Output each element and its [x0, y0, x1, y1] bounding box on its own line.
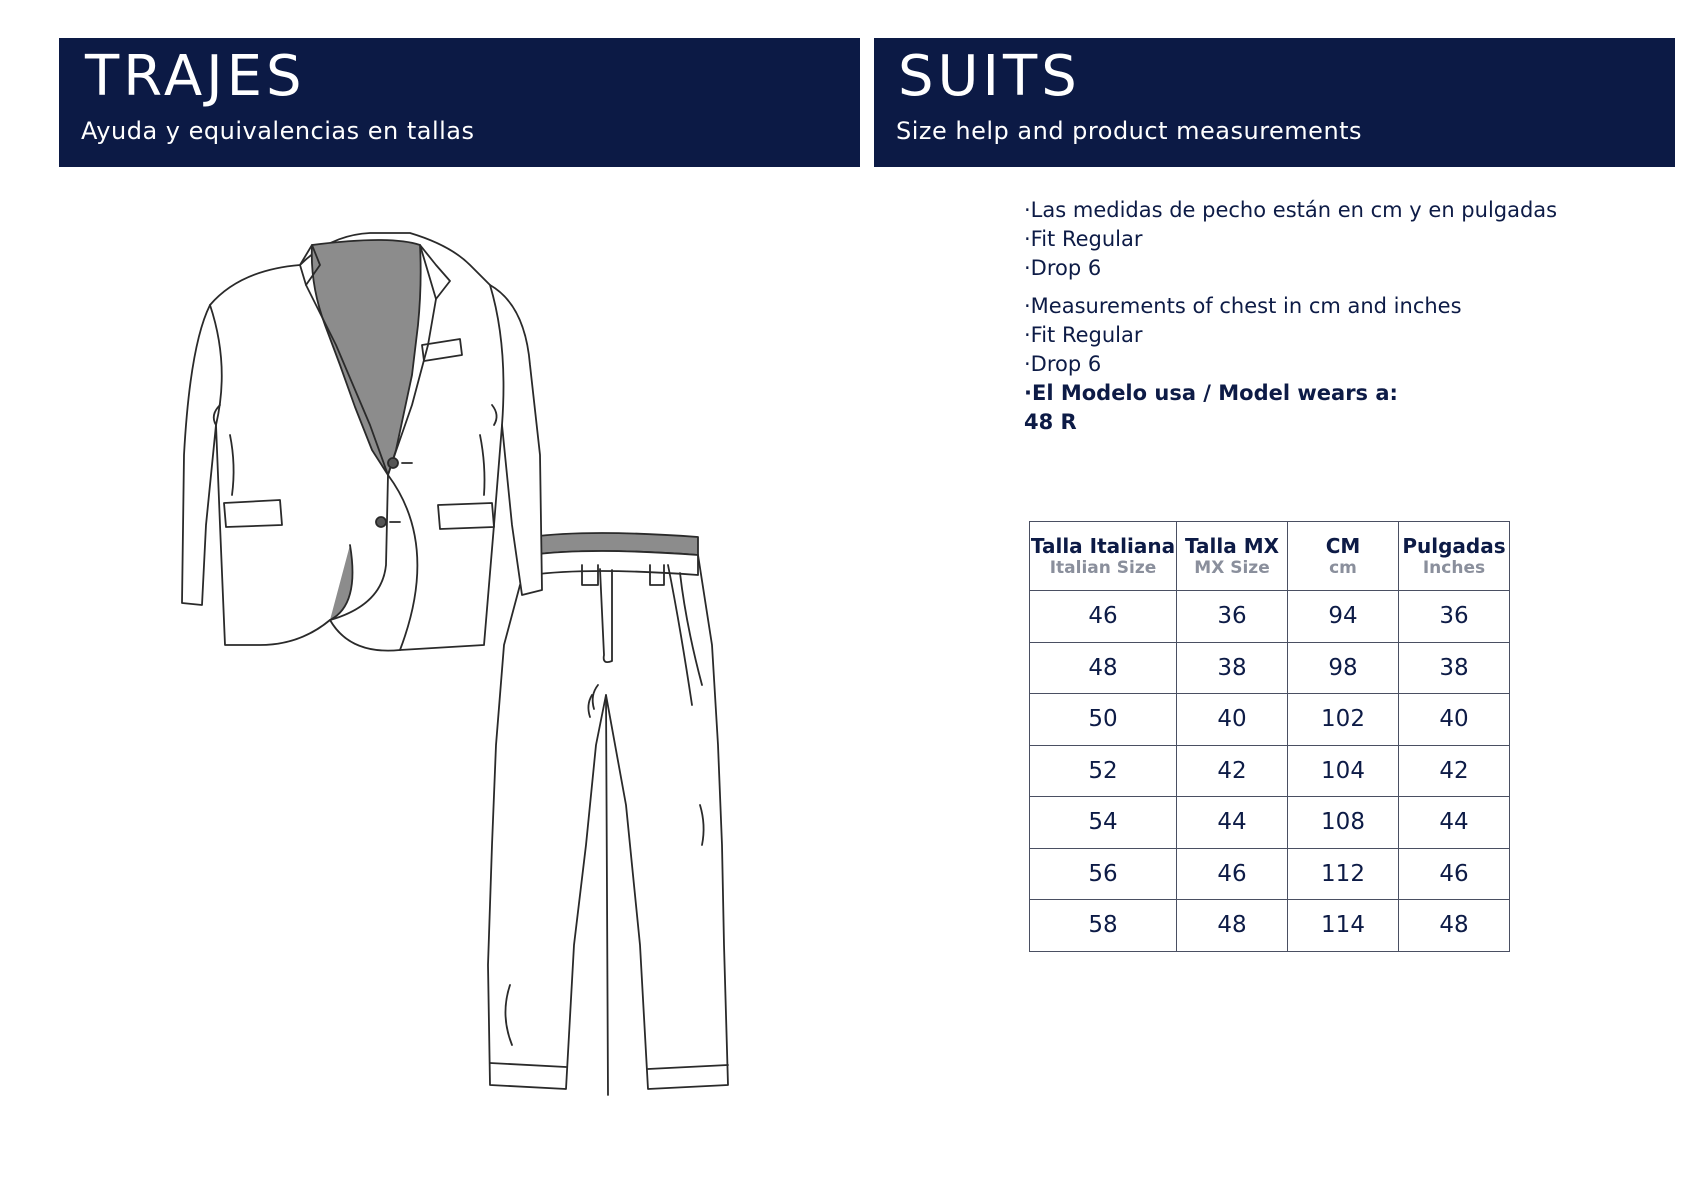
jacket-drawing: [182, 233, 542, 651]
table-cell: 42: [1399, 745, 1510, 797]
header-sublabel: cm: [1329, 558, 1357, 578]
table-row: [1030, 900, 1510, 952]
page-title-english: SUITS: [898, 44, 1081, 109]
suit-illustration: [150, 225, 750, 1105]
header-banner-english: [874, 38, 1675, 167]
table-cell: 46: [1177, 848, 1288, 900]
note-model-label: ·El Modelo usa / Model wears a:: [1024, 381, 1398, 405]
table-cell: 42: [1177, 745, 1288, 797]
table-cell: 114: [1288, 900, 1399, 952]
table-cell: 98: [1288, 642, 1399, 694]
page-title-spanish: TRAJES: [85, 44, 306, 109]
page-subtitle-spanish: Ayuda y equivalencias en tallas: [81, 117, 475, 145]
table-header-row: [1030, 522, 1510, 591]
header-sublabel: Inches: [1422, 558, 1486, 578]
header-sublabel: MX Size: [1194, 558, 1270, 578]
header-italian-size: [1030, 522, 1177, 591]
table-cell: 36: [1399, 591, 1510, 643]
table-cell: 40: [1177, 694, 1288, 746]
trousers-drawing: [488, 533, 728, 1095]
header-inches: [1399, 522, 1510, 591]
header-label: CM: [1325, 534, 1361, 558]
note-es-drop: ·Drop 6: [1024, 256, 1102, 280]
table-cell: 36: [1177, 591, 1288, 643]
table-cell: 54: [1030, 797, 1177, 849]
header-cm: [1288, 522, 1399, 591]
header-label: Talla MX: [1184, 534, 1280, 558]
header-banner-spanish: [59, 38, 860, 167]
table-cell: 48: [1399, 900, 1510, 952]
note-en-drop: ·Drop 6: [1024, 352, 1102, 376]
header-label: Pulgadas: [1402, 534, 1506, 558]
table-row: [1030, 745, 1510, 797]
table-row: [1030, 848, 1510, 900]
page-subtitle-english: Size help and product measurements: [896, 117, 1363, 145]
table-cell: 44: [1177, 797, 1288, 849]
table-cell: 102: [1288, 694, 1399, 746]
table-cell: 38: [1177, 642, 1288, 694]
table-row: [1030, 694, 1510, 746]
note-es-chest: ·Las medidas de pecho están en cm y en pulgadas: [1024, 198, 1558, 222]
note-es-fit: ·Fit Regular: [1024, 227, 1143, 251]
size-table: [1029, 521, 1510, 952]
table-cell: 50: [1030, 694, 1177, 746]
size-notes: [1024, 196, 1624, 437]
note-en-chest: ·Measurements of chest in cm and inches: [1024, 294, 1462, 318]
table-cell: 40: [1399, 694, 1510, 746]
table-cell: 58: [1030, 900, 1177, 952]
header-sublabel: Italian Size: [1049, 558, 1157, 578]
table-cell: 104: [1288, 745, 1399, 797]
table-row: [1030, 797, 1510, 849]
table-cell: 52: [1030, 745, 1177, 797]
table-cell: 56: [1030, 848, 1177, 900]
header-mx-size: [1177, 522, 1288, 591]
table-cell: 108: [1288, 797, 1399, 849]
table-cell: 94: [1288, 591, 1399, 643]
table-cell: 38: [1399, 642, 1510, 694]
note-en-fit: ·Fit Regular: [1024, 323, 1143, 347]
table-cell: 46: [1399, 848, 1510, 900]
table-cell: 46: [1030, 591, 1177, 643]
note-model-size: 48 R: [1024, 410, 1077, 434]
table-cell: 112: [1288, 848, 1399, 900]
table-cell: 48: [1177, 900, 1288, 952]
header-label: Talla Italiana: [1030, 534, 1176, 558]
table-row: [1030, 642, 1510, 694]
table-cell: 48: [1030, 642, 1177, 694]
table-cell: 44: [1399, 797, 1510, 849]
table-row: [1030, 591, 1510, 643]
